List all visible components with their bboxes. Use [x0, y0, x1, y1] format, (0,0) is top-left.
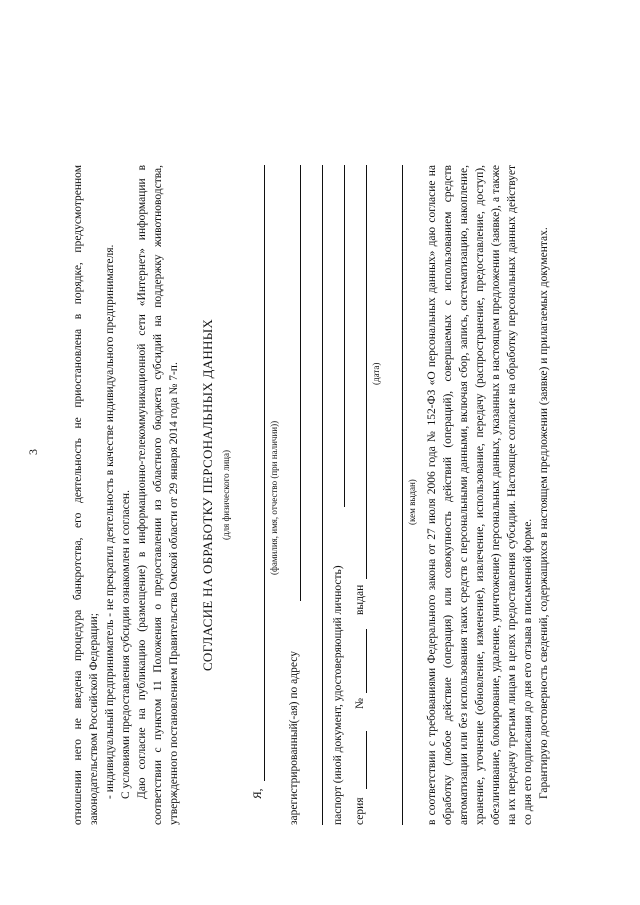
label-registered: зарегистрированный(-ая) по адресу	[288, 651, 300, 825]
label-ya: Я,	[252, 788, 264, 799]
label-issued: выдан	[354, 584, 366, 615]
caption-date: (дата)	[371, 362, 381, 385]
form-line-address-2	[308, 165, 330, 825]
form-line-issued-by-caption	[407, 165, 424, 825]
intro-paragraph-1: отношении него не введена процедура банкротства, его деятельность не приостановлена в порядке, предусмотренном законодательством Российской Федерации;	[72, 165, 100, 825]
label-passport: паспорт (иной документ, удостоверяющий личность)	[332, 565, 344, 825]
number-field[interactable]	[352, 629, 367, 693]
consent-title-block	[200, 165, 234, 825]
address-field[interactable]	[286, 165, 301, 601]
issued-date-field[interactable]	[352, 165, 367, 579]
caption-issued-by: (кем выдан)	[407, 479, 417, 525]
consent-body-paragraph: в соответствии с требованиями Федерального закона от 27 июля 2006 года № 152-ФЗ «О персональных данных» даю согласие на обработку (любое действие (операция) или совокупность действий (операций), совершаемых с использованием средств автоматизации или без использования таких средств с персональными данными, включая сбор, запись, систематизацию, накопление, хранение, уточнение (обновление, изменение), извлечение, использование, передачу (распространение, предоставление, доступ), обезличивание, блокирование, удаление, уничтожение) персональных данных, указанных в настоящем предложении (заявке), а также на их передачу третьим лицам в целях предоставления субсидии. Настоящее согласие на обработку персональных данных действует со дня его подписания до дня его отзыва в письменной форме.	[426, 165, 534, 825]
passport-field[interactable]	[330, 165, 345, 507]
form-line-passport	[330, 165, 352, 825]
intro-paragraph-2: - индивидуальный предприниматель - не прекратил деятельность в качестве индивидуального предпринимателя.	[104, 244, 116, 799]
form-line-address	[286, 165, 308, 825]
caption-fio: (фамилия, имя, отчество (при наличии))	[269, 420, 279, 575]
fio-field[interactable]	[250, 165, 265, 781]
label-number: №	[354, 698, 366, 709]
form-line-date-caption	[371, 165, 388, 825]
consent-subtitle: (для физического лица)	[221, 450, 231, 540]
form-line-fio-caption	[269, 165, 286, 825]
guarantee-paragraph: Гарантирую достоверность сведений, содержащихся в настоящем предложении (заявке) и прилагаемых документах.	[538, 227, 550, 799]
label-series: серия	[354, 797, 366, 825]
document-body	[70, 165, 552, 825]
consent-title: СОГЛАСИЕ НА ОБРАБОТКУ ПЕРСОНАЛЬНЫХ ДАННЫХ	[200, 318, 215, 672]
form-line-series	[352, 165, 374, 825]
address-field-2[interactable]	[308, 165, 323, 825]
issued-by-field[interactable]	[388, 165, 403, 825]
page-number: 3	[26, 449, 40, 455]
intro-paragraph-4: Даю согласие на публикацию (размещение) в информационно-телекоммуникационной сети «Интернет» информации в соответствии с пунктом 11 Положения о предоставлении из областного бюджета субсидий на поддержку животноводства, утвержденного постановлением Правительства Омской области от 29 января 2014 года № 7-п.	[136, 165, 180, 825]
intro-paragraph-3: С условиями предоставления субсидии ознакомлен и согласен.	[120, 490, 132, 799]
series-field[interactable]	[352, 731, 367, 789]
